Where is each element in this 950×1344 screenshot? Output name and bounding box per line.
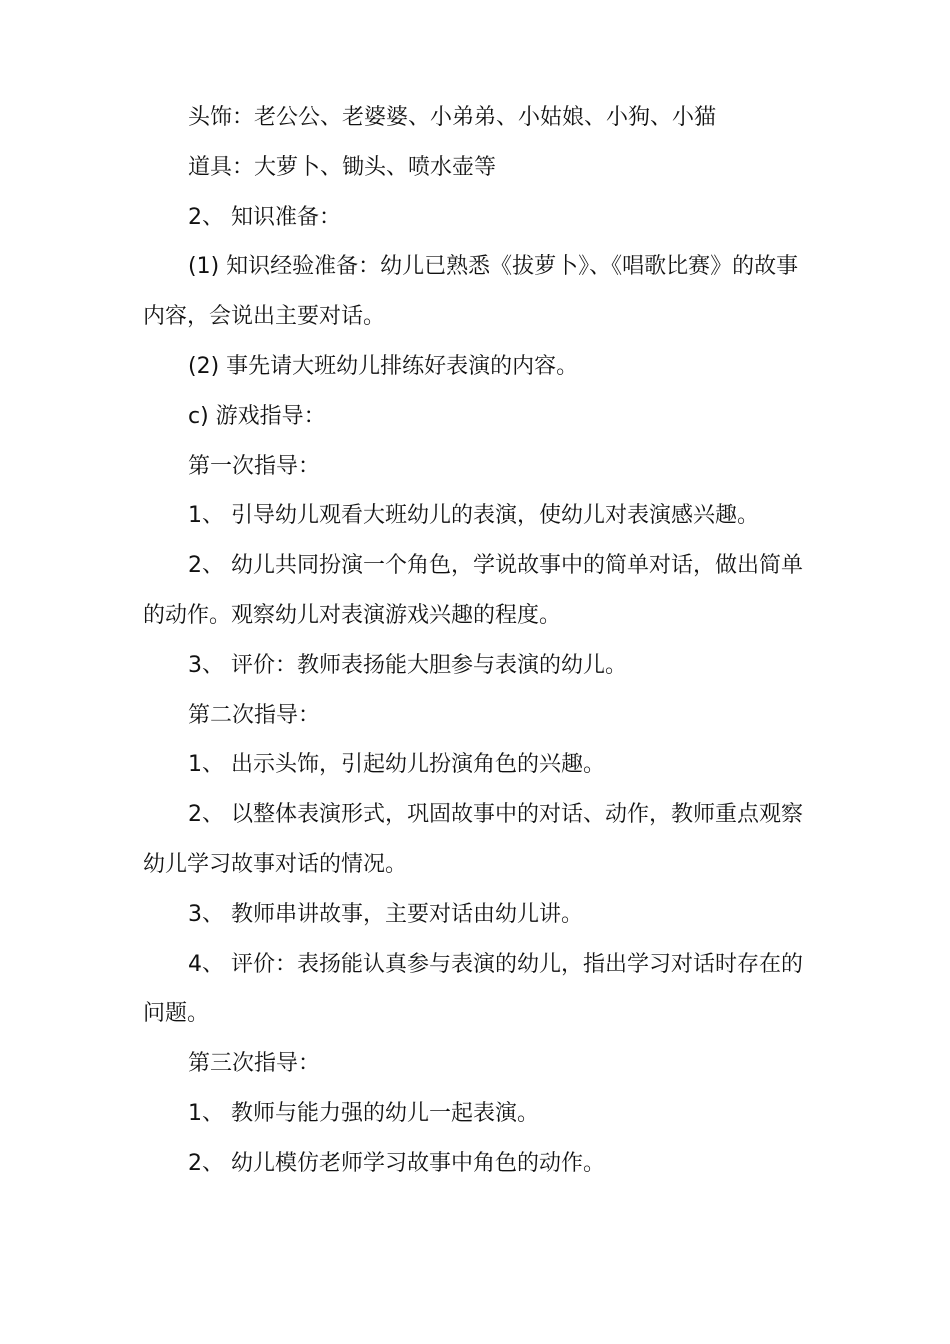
section-heading: 第一次指导：	[188, 453, 321, 479]
text-line: 问题。	[143, 1001, 210, 1027]
section-heading: 第三次指导：	[188, 1051, 321, 1077]
text-line: (1) 知识经验准备：幼儿已熟悉《拔萝卜》、《唱歌比赛》的故事	[188, 254, 799, 280]
document-body	[143, 93, 823, 1189]
text-line: 1、 出示头饰，引起幼儿扮演角色的兴趣。	[188, 752, 605, 778]
text-line: 内容，会说出主要对话。	[143, 304, 386, 330]
text-line: c) 游戏指导：	[188, 403, 326, 429]
text-line: 4、 评价：表扬能认真参与表演的幼儿，指出学习对话时存在的	[188, 951, 803, 977]
text-line: 幼儿学习故事对话的情况。	[143, 851, 408, 877]
text-line: 2、 幼儿共同扮演一个角色，学说故事中的简单对话，做出简单	[188, 553, 803, 579]
text-line: 头饰：老公公、老婆婆、小弟弟、小姑娘、小狗、小猫	[188, 105, 717, 130]
text-line: 1、 引导幼儿观看大班幼儿的表演，使幼儿对表演感兴趣。	[188, 503, 759, 529]
text-line: 道具：大萝卜、锄头、喷水壶等	[188, 154, 497, 180]
text-line: 3、 评价：教师表扬能大胆参与表演的幼儿。	[188, 652, 627, 678]
text-line: 2、 以整体表演形式，巩固故事中的对话、动作，教师重点观察	[188, 802, 803, 828]
text-line: 2、 知识准备：	[188, 204, 341, 230]
text-line: 的动作。观察幼儿对表演游戏兴趣的程度。	[143, 602, 562, 628]
text-line: 3、 教师串讲故事，主要对话由幼儿讲。	[188, 901, 583, 927]
text-line: 2、 幼儿模仿老师学习故事中角色的动作。	[188, 1150, 605, 1176]
text-line: (2) 事先请大班幼儿排练好表演的内容。	[188, 353, 579, 379]
section-heading: 第二次指导：	[188, 702, 321, 728]
text-line: 1、 教师与能力强的幼儿一起表演。	[188, 1100, 539, 1126]
